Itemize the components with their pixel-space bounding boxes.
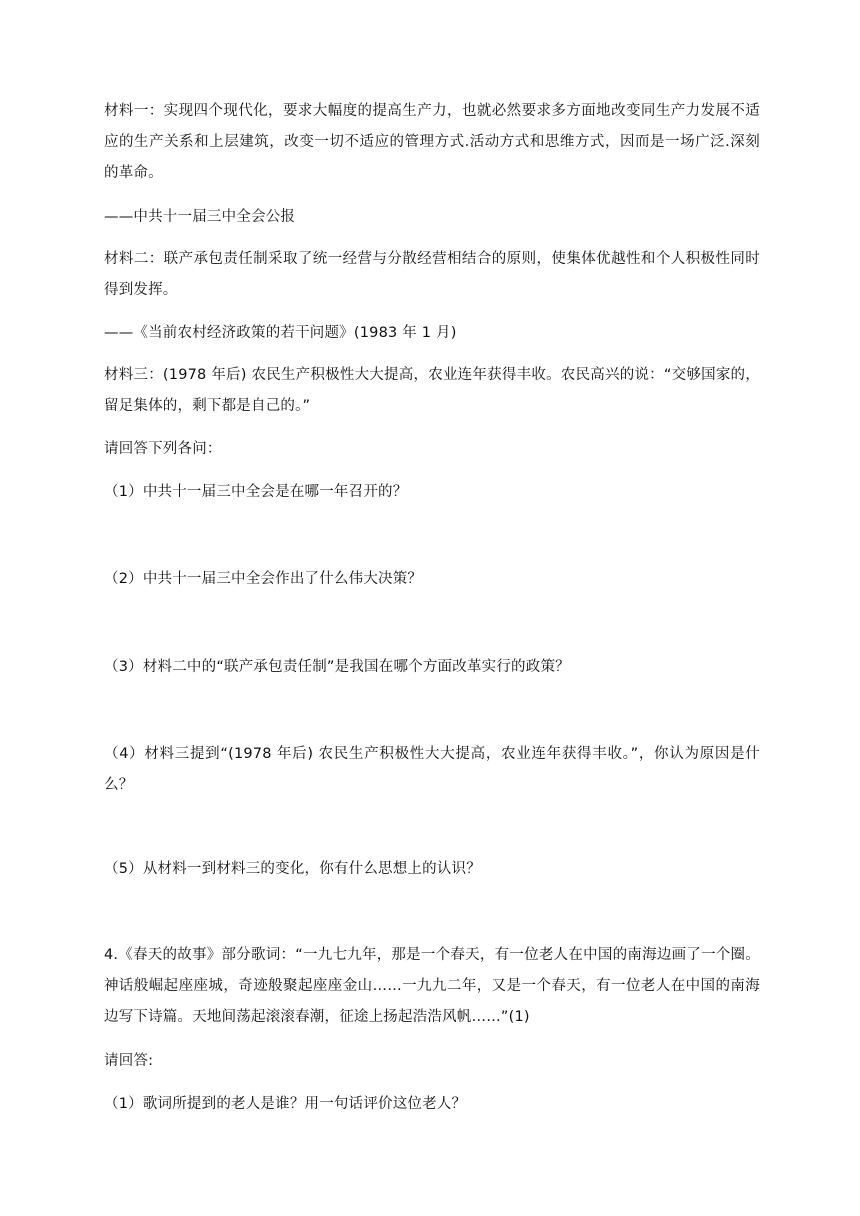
question-3: （3）材料二中的“联产承包责任制”是我国在哪个方面改革实行的政策？ bbox=[104, 659, 570, 675]
answer-prompt-2: 请回答: bbox=[104, 1053, 154, 1069]
question-1: （1）中共十一届三中全会是在哪一年召开的？ bbox=[104, 484, 408, 500]
answer-prompt: 请回答下列各问： bbox=[104, 441, 222, 457]
question-5: （5）从材料一到材料三的变化，你有什么思想上的认识？ bbox=[104, 861, 481, 877]
material-two-source: ——《当前农村经济政策的若干问题》(1983 年 1 月) bbox=[104, 325, 457, 341]
item-4-question-1: （1）歌词所提到的老人是谁？用一句话评价这位老人？ bbox=[104, 1096, 467, 1112]
item-4-lyrics-paragraph: 4.《春天的故事》部分歌词：“一九七九年，那是一个春天，有一位老人在中国的南海边画了一个圈。神话般崛起座座城，奇迹般聚起座座金山……一九九二年，又是一个春天，有一位老人在中国的南海边写下诗篇。天地间荡起滚滚春潮，征途上扬起浩浩风帆……”(1) bbox=[104, 947, 760, 1025]
material-three-paragraph: 材料三：(1978 年后) 农民生产积极性大大提高，农业连年获得丰收。农民高兴的说：“交够国家的，留足集体的，剩下都是自己的。” bbox=[104, 367, 760, 414]
question-4: （4）材料三提到“(1978 年后) 农民生产积极性大大提高，农业连年获得丰收。”，你认为原因是什么？ bbox=[104, 746, 760, 793]
material-two-paragraph: 材料二：联产承包责任制采取了统一经营与分散经营相结合的原则，使集体优越性和个人积极性同时得到发挥。 bbox=[104, 251, 760, 298]
question-2: （2）中共十一届三中全会作出了什么伟大决策？ bbox=[104, 571, 423, 587]
material-one-source: ——中共十一届三中全会公报 bbox=[104, 209, 296, 225]
material-one-paragraph: 材料一：实现四个现代化，要求大幅度的提高生产力，也就必然要求多方面地改变同生产力发展不适应的生产关系和上层建筑，改变一切不适应的管理方式.活动方式和思维方式，因而是一场广泛.深刻的革命。 bbox=[104, 103, 760, 181]
